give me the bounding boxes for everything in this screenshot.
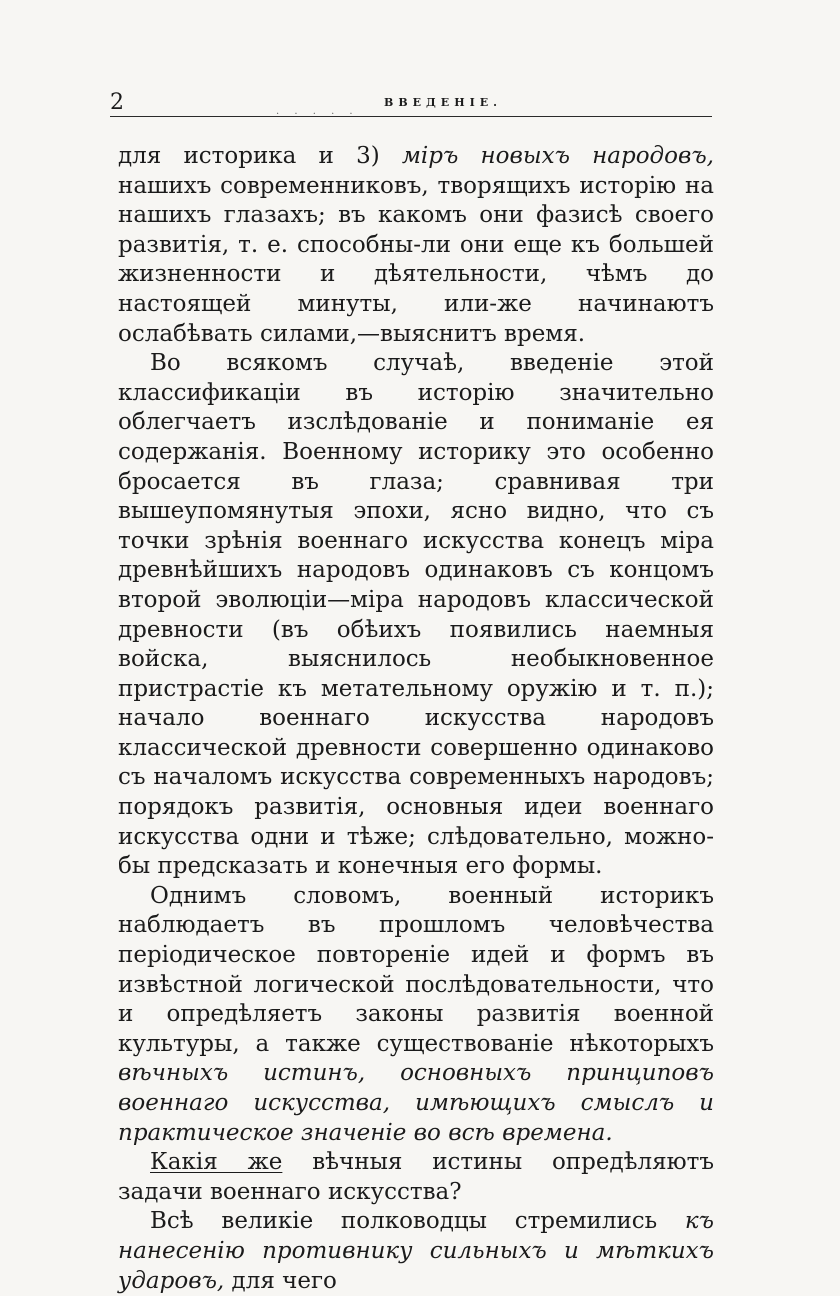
paragraph-3-italic: вѣчныхъ истинъ, основныхъ принциповъ военнаго искусства, имѣющихъ смыслъ и практическое значеніе во всѣ времена. [118, 1060, 714, 1146]
page-number: 2 [110, 90, 124, 115]
paragraph-5 [118, 1207, 714, 1296]
header-dots: . . . . . [276, 106, 359, 117]
paragraph-3 [118, 882, 714, 1148]
paragraph-5-italic: къ нанесенію противнику сильныхъ и мѣткихъ ударовъ, [118, 1208, 714, 1294]
paragraph-4-rest: вѣчныя истины опредѣляютъ задачи военнаго искусства? [118, 1149, 715, 1205]
running-head [110, 86, 712, 117]
section-title: ВВЕДЕНІЕ. [384, 96, 502, 109]
paragraph-4 [118, 1148, 714, 1207]
paragraph-1-italic: міръ новыхъ народовъ, [401, 143, 714, 169]
paragraph-1-start: для историка и 3) [118, 143, 402, 169]
paragraph-3-start: Однимъ словомъ, военный историкъ наблюдаетъ въ прошломъ человѣчества періодическое повтореніе идей и формъ въ извѣстной логической послѣдовательности, что и опредѣляетъ законы развитія военной культуры, а также существованіе нѣкоторыхъ [118, 882, 714, 1057]
paragraph-5-start: Всѣ великіе полководцы стремились [150, 1208, 685, 1235]
paragraph-1 [118, 142, 714, 349]
paragraph-4-underlined: Какія же [150, 1149, 283, 1176]
paragraph-5-rest: для чего [224, 1267, 337, 1294]
paragraph-2: Во всякомъ случаѣ, введеніе этой классификаціи въ исторію значительно облегчаетъ изслѣдованіе и пониманіе ея содержанія. Военному историку это особенно бросается въ глаза; сравнивая три вышеупомянутыя эпохи, ясно видно, что съ точки зрѣнія военнаго искусства конецъ міра древнѣйшихъ народовъ одинаковъ съ концомъ второй эволюціи—міра народовъ классической древности (въ обѣихъ появились наемныя войска, выяснилось необыкновенное пристрастіе къ метательному оружію и т. п.); начало военнаго искусства народовъ классической древности совершенно одинаково съ началомъ искусства современныхъ народовъ; порядокъ развитія, основныя идеи военнаго искусства одни и тѣже; слѣдовательно, можно-бы предсказать и конечныя его формы. [118, 350, 714, 880]
paragraph-1-rest: нашихъ современниковъ, творящихъ исторію на нашихъ глазахъ; въ какомъ они фазисѣ своего развитія, т. е. способны-ли они еще къ большей жизненности и дѣятельности, чѣмъ до настоящей минуты, или-же начинаютъ ослабѣвать силами,—выяснитъ время. [118, 172, 714, 347]
body-text [118, 142, 714, 1296]
